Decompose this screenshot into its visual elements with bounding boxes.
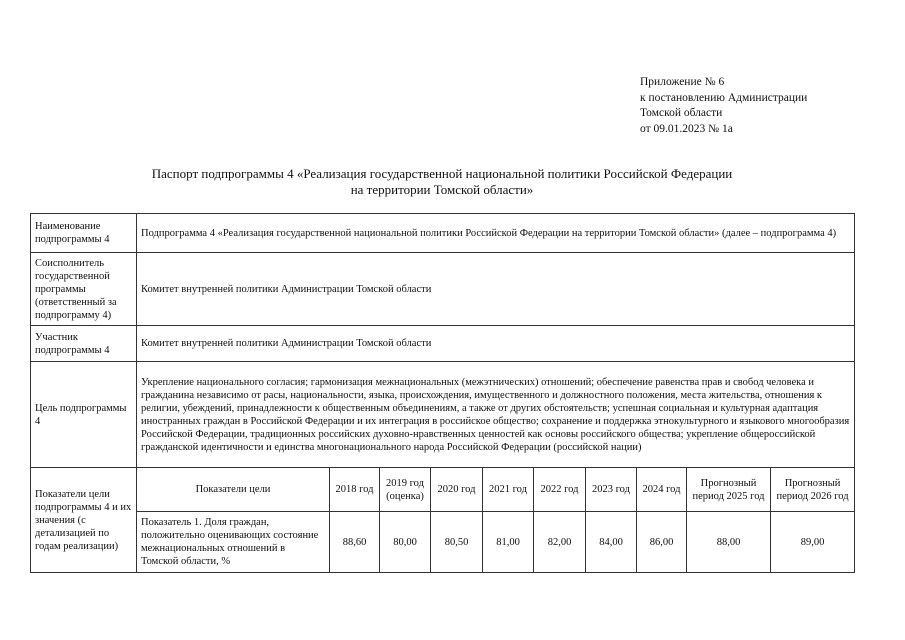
- appendix-line: Приложение № 6: [640, 76, 725, 88]
- indicator-row: [31, 512, 855, 573]
- indicator-value: 89,00: [771, 512, 855, 573]
- indicator-value: 80,00: [380, 512, 431, 573]
- indicator-value: 86,00: [637, 512, 687, 573]
- indicator-header: 2018 год: [330, 468, 380, 512]
- row-label: Соисполнитель государственной программы (ответственный за подпрограмму 4): [31, 253, 137, 326]
- indicator-value: 81,00: [483, 512, 534, 573]
- indicator-value: 88,60: [330, 512, 380, 573]
- indicator-header: Прогнозный период 2026 год: [771, 468, 855, 512]
- appendix-line: Томской области: [640, 107, 723, 119]
- indicator-value: 84,00: [586, 512, 637, 573]
- table-row: [31, 253, 855, 326]
- indicator-header: 2024 год: [637, 468, 687, 512]
- document-title: [30, 166, 854, 198]
- indicator-value: 82,00: [534, 512, 586, 573]
- indicator-value: 80,50: [431, 512, 483, 573]
- table-row: [31, 214, 855, 253]
- title-line: на территории Томской области»: [350, 182, 534, 197]
- indicator-header: 2019 год (оценка): [380, 468, 431, 512]
- row-value: Укрепление национального согласия; гармонизация межнациональных (межэтнических) отношений; обеспечение равенства прав и свобод человека и гражданина независимо от расы, национальности, языка, происхождения, имущественного и должностного положения, места жительства, отношения к религии, убеждений, принадлежности к общественным объединениям, а также от других обстоятельств; успешная социальная и культурная адаптация иностранных граждан в Российской Федерации и их интеграция в российское общество; сохранение и поддержка этнокультурного и языкового многообразия Российской Федерации, традиционных российских духовно-нравственных ценностей как основы российского общества; укрепление общероссийской гражданской идентичности и единства многонационального народа Российской Федерации (российской нации): [137, 362, 855, 468]
- indicator-name: Показатель 1. Доля граждан, положительно оценивающих состояние межнациональных отношений в Томской области, %: [137, 512, 330, 573]
- indicator-header-row: [31, 468, 855, 512]
- indicator-header: 2021 год: [483, 468, 534, 512]
- row-label: Цель подпрограммы 4: [31, 362, 137, 468]
- row-label: Показатели цели подпрограммы 4 и их значения (с детализацией по годам реализации): [31, 468, 137, 573]
- row-label: Наименование подпрограммы 4: [31, 214, 137, 253]
- indicator-header: 2020 год: [431, 468, 483, 512]
- indicator-header: Показатели цели: [137, 468, 330, 512]
- passport-table: [30, 213, 855, 573]
- row-value: Комитет внутренней политики Администрации Томской области: [137, 253, 855, 326]
- row-label: Участник подпрограммы 4: [31, 326, 137, 362]
- title-line: Паспорт подпрограммы 4 «Реализация государственной национальной политики Российской Федерации: [151, 166, 733, 181]
- indicator-header: 2023 год: [586, 468, 637, 512]
- appendix-line: к постановлению Администрации: [640, 91, 808, 104]
- indicator-value: 88,00: [687, 512, 771, 573]
- row-value: Подпрограмма 4 «Реализация государственной национальной политики Российской Федерации на территории Томской области» (далее – подпрограмма 4): [137, 214, 855, 253]
- appendix-line: от 09.01.2023 № 1а: [640, 122, 733, 135]
- appendix-block: [640, 75, 807, 137]
- table-row: [31, 326, 855, 362]
- indicator-header: Прогнозный период 2025 год: [687, 468, 771, 512]
- indicator-header: 2022 год: [534, 468, 586, 512]
- row-value: Комитет внутренней политики Администрации Томской области: [137, 326, 855, 362]
- table-row: [31, 362, 855, 468]
